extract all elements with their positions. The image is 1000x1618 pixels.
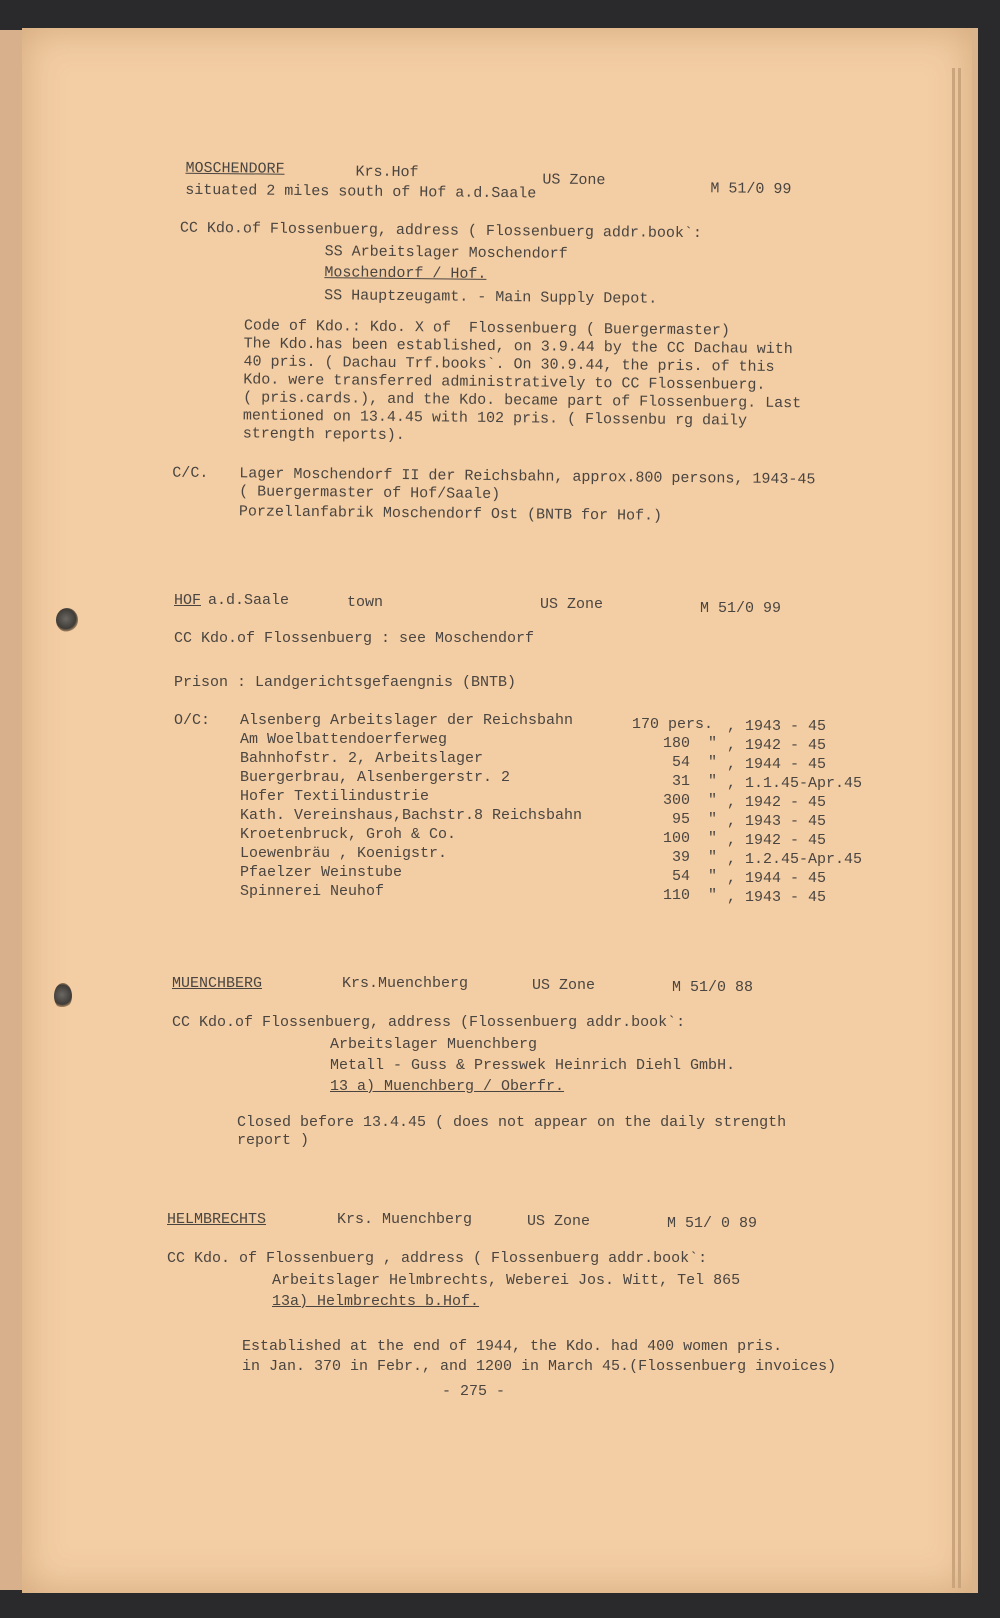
prison-line: Prison : Landgerichtsgefaengnis (BNTB) — [174, 674, 517, 691]
address-line: Moschendorf / Hof. — [324, 264, 487, 283]
facility-period: , 1.1.45-Apr.45 — [727, 775, 863, 792]
facility-count: 54 " — [671, 868, 717, 885]
punch-hole — [56, 608, 78, 632]
situated-line: situated 2 miles south of Hof a.d.Saale — [185, 181, 537, 203]
page-number: - 275 - — [442, 1383, 506, 1400]
facility-period: , 1944 - 45 — [727, 756, 827, 773]
facility-period: , 1943 - 45 — [727, 889, 827, 906]
section-moschendorf — [22, 28, 972, 525]
section-heading-zone: US Zone — [542, 171, 606, 190]
section-heading-name: HOF — [174, 592, 202, 609]
facility-count: 170 pers. — [632, 716, 714, 733]
section-heading-ref: M 51/0 99 — [700, 600, 782, 617]
address-intro: CC Kdo.of Flossenbuerg, address ( Flossenbuerg addr.book`: — [179, 219, 703, 243]
paragraph-line: Code of Kdo.: Kdo. X of Flossenbuerg ( Buergermaster) — [243, 317, 731, 340]
paragraph-line: Established at the end of 1944, the Kdo. had 400 women pris. — [242, 1338, 783, 1355]
section-heading-name-rest: a.d.Saale — [208, 592, 290, 609]
facility-period: , 1943 - 45 — [727, 718, 827, 735]
section-heading-district: Krs.Hof — [355, 163, 419, 182]
section-heading-ref: M 51/0 99 — [710, 180, 792, 199]
facility-count: 31 " — [671, 773, 717, 790]
paragraph-line: 40 pris. ( Dachau Trf.books`. On 30.9.44, the pris. of this — [243, 353, 775, 376]
section-heading-district: Krs.Muenchberg — [342, 975, 469, 992]
address-line: 13a) Helmbrechts b.Hof. — [272, 1293, 480, 1310]
facility-period: , 1942 - 45 — [727, 737, 827, 754]
facility-period: , 1944 - 45 — [727, 870, 827, 887]
section-heading-type: town — [347, 594, 384, 611]
section-heading-zone: US Zone — [527, 1213, 591, 1230]
facility-name: Pfaelzer Weinstube — [240, 864, 403, 881]
address-line: Arbeitslager Muenchberg — [330, 1036, 538, 1053]
cc-line: CC Kdo.of Flossenbuerg : see Moschendorf — [174, 630, 535, 647]
paragraph-line: ( pris.cards.), and the Kdo. became part of Flossenbuerg. Last — [243, 389, 802, 413]
facility-name: Hofer Textilindustrie — [240, 788, 430, 805]
paragraph-line: Closed before 13.4.45 ( does not appear on the daily strength — [237, 1114, 787, 1131]
facility-period: , 1942 - 45 — [727, 794, 827, 811]
facility-count: 300 " — [662, 792, 717, 809]
facility-name: Kath. Vereinshaus,Bachstr.8 Reichsbahn — [240, 807, 583, 824]
section-heading-district: Krs. Muenchberg — [337, 1211, 473, 1228]
paragraph-line: in Jan. 370 in Febr., and 1200 in March 45.(Flossenbuerg invoices) — [242, 1358, 837, 1375]
facility-name: Spinnerei Neuhof — [240, 883, 385, 900]
section-heading-name: HELMBRECHTS — [167, 1211, 267, 1228]
facility-count: 54 " — [671, 754, 717, 771]
document-page — [22, 28, 978, 1593]
ofc-line: Lager Moschendorf II der Reichsbahn, approx.800 persons, 1943-45 — [239, 465, 816, 489]
facility-name: Bahnhofstr. 2, Arbeitslager — [240, 750, 484, 767]
section-heading-name: MOSCHENDORF — [185, 159, 285, 178]
facility-name: Kroetenbruck, Groh & Co. — [240, 826, 457, 843]
paragraph-line: The Kdo.has been established, on 3.9.44 by the CC Dachau with — [243, 335, 793, 359]
page-edge — [952, 68, 955, 1588]
ofc-label: O/C: — [174, 712, 211, 729]
paragraph-line: mentioned on 13.4.45 with 102 pris. ( Flossenbu rg daily — [242, 407, 748, 430]
section-heading-name: MUENCHBERG — [172, 975, 263, 992]
section-heading-zone: US Zone — [540, 596, 604, 613]
section-heading-ref: M 51/ 0 89 — [667, 1215, 758, 1232]
punch-hole — [54, 983, 72, 1009]
address-line: SS Arbeitslager Moschendorf — [324, 243, 568, 263]
address-line: Arbeitslager Helmbrechts, Weberei Jos. Witt, Tel 865 — [272, 1272, 741, 1289]
ofc-line: ( Buergermaster of Hof/Saale) — [239, 483, 501, 504]
facility-period: , 1.2.45-Apr.45 — [727, 851, 863, 868]
paragraph-line: strength reports). — [242, 425, 405, 445]
address-intro: CC Kdo. of Flossenbuerg , address ( Flossenbuerg addr.book`: — [167, 1250, 708, 1267]
address-line: SS Hauptzeugamt. - Main Supply Depot. — [324, 287, 658, 308]
facility-name: Buergerbrau, Alsenbergerstr. 2 — [240, 769, 511, 786]
facility-period: , 1943 - 45 — [727, 813, 827, 830]
section-heading-zone: US Zone — [532, 977, 596, 994]
paragraph-line: Kdo. were transferred administratively to CC Flossenbuerg. — [243, 371, 766, 394]
facility-count: 39 " — [671, 849, 717, 866]
address-line: 13 a) Muenchberg / Oberfr. — [330, 1078, 565, 1095]
ofc-line: Porzellanfabrik Moschendorf Ost (BNTB for Hof.) — [238, 503, 663, 525]
paragraph-line: report ) — [237, 1132, 310, 1149]
section-heading-ref: M 51/0 88 — [672, 979, 754, 996]
ofc-label: C/C. — [172, 464, 209, 482]
address-intro: CC Kdo.of Flossenbuerg, address (Flossenbuerg addr.book`: — [172, 1014, 686, 1031]
facility-count: 180 " — [662, 735, 717, 752]
facility-name: Loewenbräu , Koenigstr. — [240, 845, 448, 862]
address-line: Metall - Guss & Presswek Heinrich Diehl GmbH. — [330, 1057, 736, 1074]
facility-count: 110 " — [662, 887, 717, 904]
facility-count: 95 " — [671, 811, 717, 828]
page-edge — [958, 68, 961, 1588]
facility-period: , 1942 - 45 — [727, 832, 827, 849]
facility-name: Am Woelbattendoerferweg — [240, 731, 448, 748]
facility-name: Alsenberg Arbeitslager der Reichsbahn — [240, 712, 574, 729]
facility-count: 100 " — [662, 830, 717, 847]
